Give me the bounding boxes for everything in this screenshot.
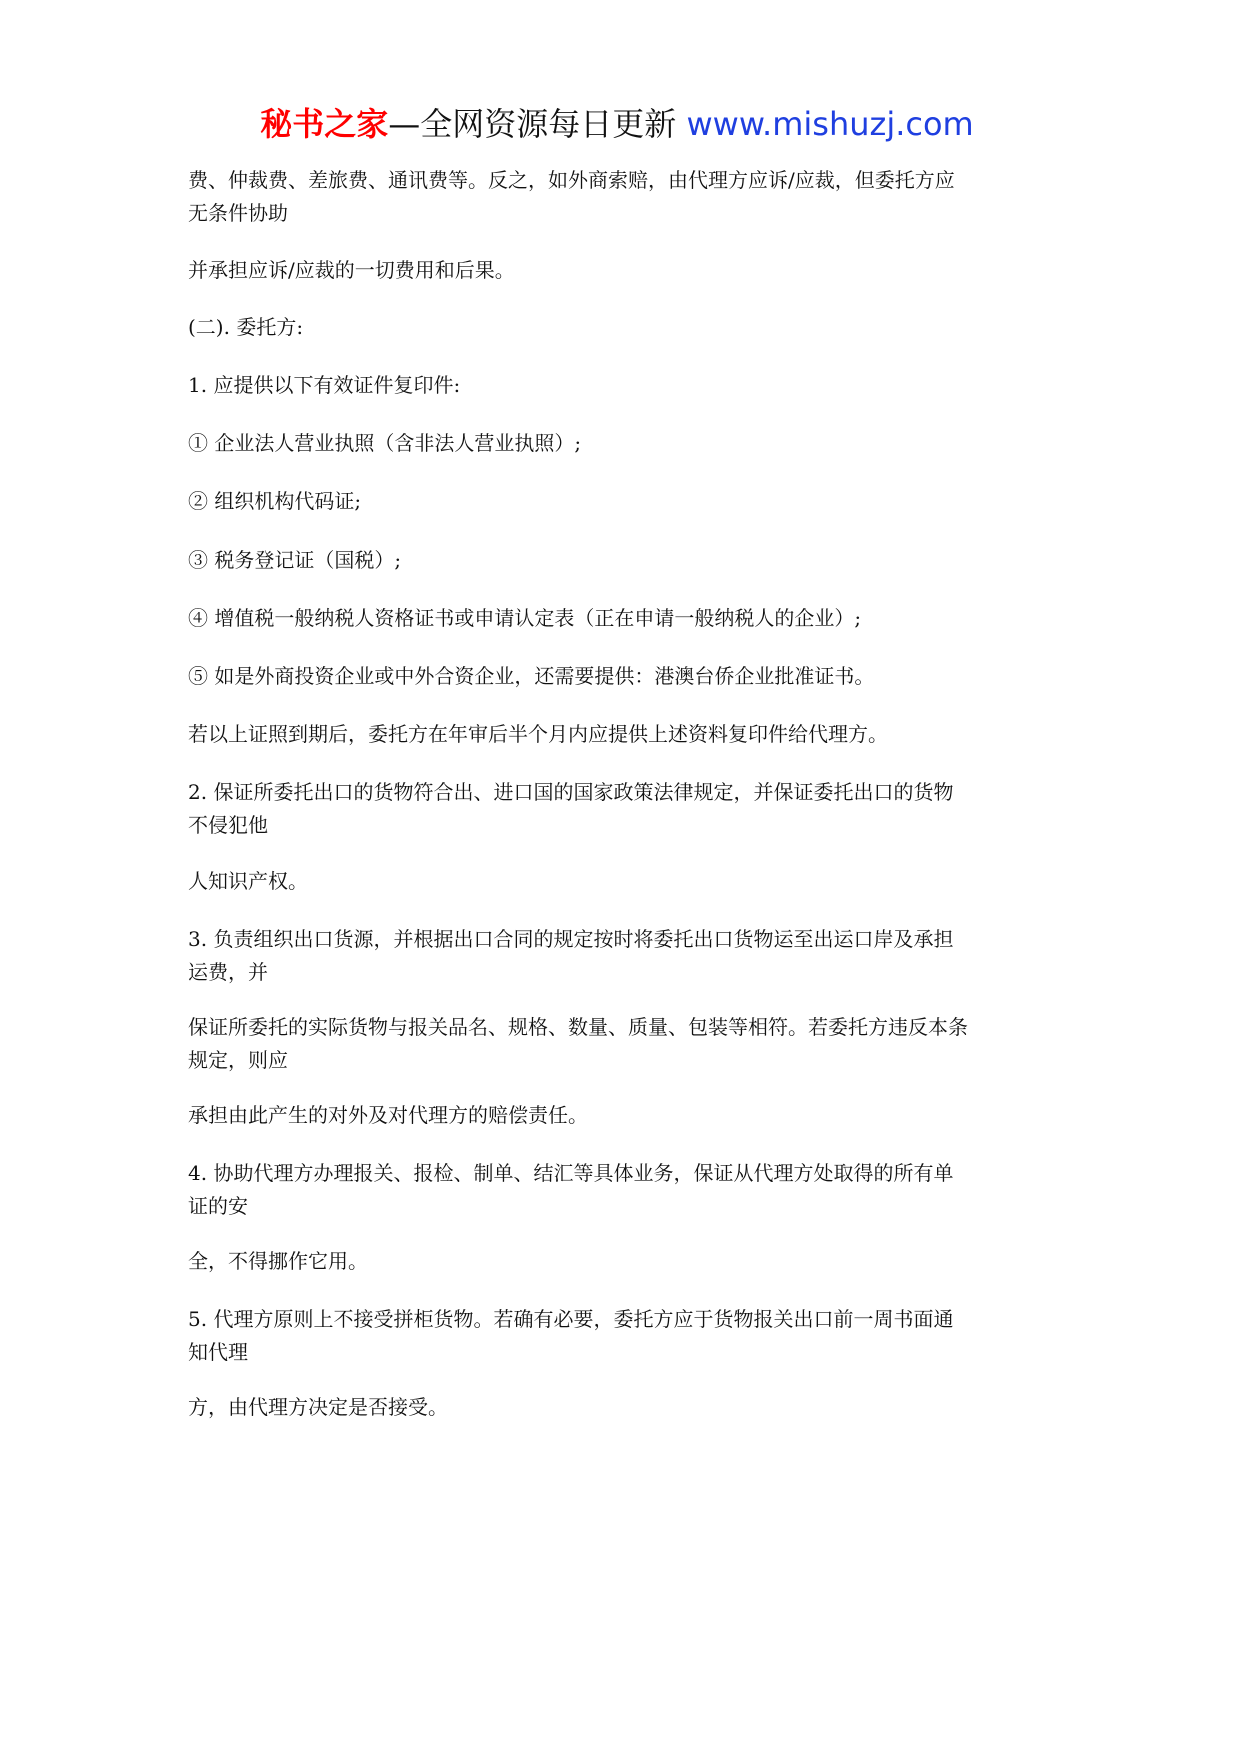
paragraph: 并承担应诉/应裁的一切费用和后果。 <box>188 258 515 282</box>
page-header <box>0 98 1234 150</box>
paragraph: 2. 保证所委托出口的货物符合出、进口国的国家政策法律规定，并保证委托出口的货物 不侵犯他 <box>188 780 954 837</box>
paragraph: 4. 协助代理方办理报关、报检、制单、结汇等具体业务，保证从代理方处取得的所有单 证的安 <box>188 1161 954 1218</box>
paragraph: ③ 税务登记证（国税）; <box>188 548 402 572</box>
paragraph: 5. 代理方原则上不接受拼柜货物。若确有必要，委托方应于货物报关出口前一周书面通 知代理 <box>188 1307 954 1364</box>
paragraph: 全，不得挪作它用。 <box>188 1249 368 1273</box>
paragraph: ② 组织机构代码证; <box>188 489 362 513</box>
paragraph: ④ 增值税一般纳税人资格证书或申请认定表（正在申请一般纳税人的企业）; <box>188 606 862 630</box>
paragraph: (二). 委托方: <box>188 315 304 339</box>
paragraph: 费、仲裁费、差旅费、通讯费等。反之，如外商索赔，由代理方应诉/应裁，但委托方应 无条件协助 <box>188 168 955 225</box>
paragraph: 若以上证照到期后，委托方在年审后半个月内应提供上述资料复印件给代理方。 <box>188 722 888 746</box>
header-slogan: —全网资源每日更新 <box>388 105 687 143</box>
header-url-link[interactable]: www.mishuzj.com <box>686 105 974 143</box>
paragraph: ① 企业法人营业执照（含非法人营业执照）; <box>188 431 582 455</box>
paragraph: 承担由此产生的对外及对代理方的赔偿责任。 <box>188 1103 588 1127</box>
paragraph: 1. 应提供以下有效证件复印件: <box>188 373 461 397</box>
paragraph: 方，由代理方决定是否接受。 <box>188 1395 448 1419</box>
paragraph: 人知识产权。 <box>188 869 308 893</box>
header-brand: 秘书之家 <box>260 105 389 143</box>
paragraph: ⑤ 如是外商投资企业或中外合资企业，还需要提供：港澳台侨企业批准证书。 <box>188 664 875 688</box>
paragraph: 3. 负责组织出口货源，并根据出口合同的规定按时将委托出口货物运至出运口岸及承担 运费，并 <box>188 927 954 984</box>
paragraph: 保证所委托的实际货物与报关品名、规格、数量、质量、包装等相符。若委托方违反本条 规定，则应 <box>188 1015 968 1072</box>
